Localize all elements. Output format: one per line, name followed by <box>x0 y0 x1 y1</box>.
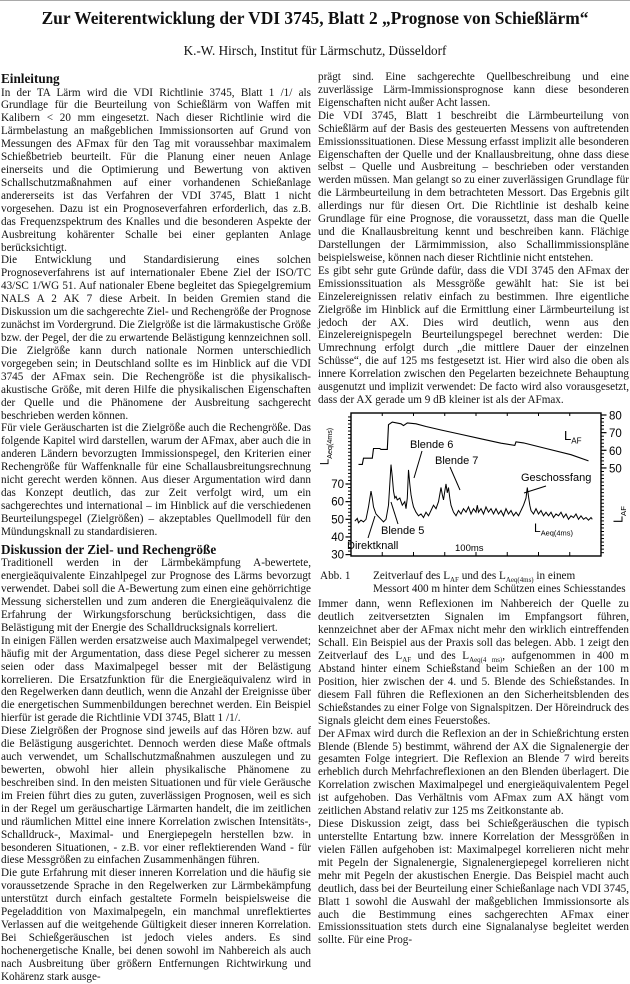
paragraph: In der TA Lärm wird die VDI Richtlinie 3745, Blatt 1 /1/ als Grundlage für die Beurteilung von Schießlärm von Waffen mit Kalibern < 20 mm eingesetzt. Nach dieser Richtlinie wird die Lärmbelastung an maßgeblichen Immissionsorten auf Grund von Messungen des AFmax für den Tag mit voraussehbar maximalem Schießbetrieb beurteilt. Für die Planung einer neuen Anlage einerseits und die Optimierung und Bewertung von aktiven Schallschutzmaßnahmen auf einer vorhandenen Schießanlage andererseits ist das Verfahren der VDI 3745, Blatt 1 nicht vorgesehen. Dazu ist ein Prognoseverfahren erforderlich, das z.B. das Frequenzspektrum des Knalles und die besonderen Aspekte der Ausbreitung kohärenter Schalle bei einer geplanten Anlage berücksichtigt. <box>1 86 311 254</box>
author-line: K.-W. Hirsch, Institut für Lärmschutz, Düsseldorf <box>183 43 447 58</box>
annotation-leader <box>391 502 398 524</box>
right-tick-label: 80 <box>609 410 622 423</box>
annotation-blende7: Blende 7 <box>435 454 479 467</box>
paragraph: prägt sind. Eine sachgerechte Quellbeschreibung und eine zuverlässige Lärm-Immissionsprognose kann diese besonderen Eigenschaften nicht außer Acht lassen. <box>318 71 629 109</box>
annotation-blende6: Blende 6 <box>410 438 454 451</box>
paragraph: Traditionell werden in der Lärmbekämpfung A-bewertete, energieäquivalente Einzahlpegel zur Prognose des Lärms bevorzugt verwendet. Dabei soll die A-Bewertung zum einen eine gehörrichtige Messung sicherstellen und zum anderen die Energieäquivalenz die Erfahrung der Wirkungsforschung berücksichtigen, dass die Belästigung mit der Energie des Schalldrucksignals korreliert. <box>1 557 311 634</box>
left-tick-label: 30 <box>331 549 344 562</box>
figure-caption-text: Zeitverlauf des $L_{AF}$ und des $L_{Aeq(4ms)}$ in einem Messort 400 m hinter dem Schützen eines Schiesstandes <box>373 569 626 596</box>
figure-caption-label: Abb. 1 <box>320 569 351 582</box>
left-tick-label: 60 <box>331 496 344 509</box>
paragraph: Es gibt sehr gute Gründe dafür, dass die VDI 3745 den AFmax der Emissionssituation als Messgröße gewählt hat: Sie ist bei Einzelereignissen relativ einfach zu bestimmen. Ihre eigentliche Zielgröße im Hinblick auf die Ermittlung einer Lärmbeurteilung ist jedoch der AX. Dies wird deutlich, wenn aus den Einzelereignispegeln Beurteilungspegel berechnet werden: Die Umrechnung erfolgt durch „die mittlere Dauer der einzelnen Schüsse“, die auf 125 ms festgesetzt ist. Hier wird also die oben als innere Korrelation zwischen den Pegelarten bezeichnete Behauptung ausgenutzt und implizit verwendet: De facto wird also vorausgesetzt, dass der AX gerade um 9 dB kleiner ist als der AFmax. <box>318 264 629 407</box>
left-tick-label: 40 <box>331 531 344 544</box>
right-column <box>318 71 629 984</box>
right-tick-label: 60 <box>609 445 622 458</box>
annotation-leader <box>368 516 375 538</box>
paragraph: Die gute Erfahrung mit dieser inneren Korrelation und die häufig sie voraussetzende Sprache in den Regelwerken zur Lärmbekämpfung unterstützt durch einfach gestaltete Formeln beispielsweise die Pegeladdition von Maximalpegeln, ein manchmal unreflektiertes Verlassen auf die weitgehende Gültigkeit dieser inneren Korrelation. Bei Schießgeräuschen ist jedoch vieles anders. Es sind hochenergetische Knalle, bei denen sowohl im Nahbereich als auch nach Ausbreitung über größern Entfernungen Richtwirkung und Kohärenz stark ausge- <box>1 867 311 983</box>
left-axis-title: $L_{Aeq(4ms)}$ <box>319 427 334 466</box>
paragraph: In einigen Fällen werden ersatzweise auch Maximalpegel verwendet; häufig mit der Argumentation, dass diese Pegel sicherer zu messen seien oder dass Maximalpegel besser mit der Belästigung korrelieren. Die Ersatzfunktion für die Energieäquivalenz wird in den Regelwerken dann deutlich, wenn die Anzahl der Ereignisse über die energetischen Summenbildungen berechnet werden. Ein Beispiel hierfür ist gerade die Richtlinie VDI 3745, Blatt 1 /1/. <box>1 634 311 725</box>
annotation-geschossfang: Geschossfang <box>521 471 592 484</box>
left-tick-label: 70 <box>331 478 344 491</box>
paragraph: Immer dann, wenn Reflexionen im Nahbereich der Quelle zu deutlich zeitversetzten Signalen im Empfangsort führen, kennzeichnet aber der AFmax nicht mehr den wirklich eintreffenden Schall. Ein Beispiel aus der Praxis soll das belegen. Abb. 1 zeigt den Zeitverlauf des $L_{AF}$ und des $L_{Aeq(4 ms)}$, aufgenommen in 400 m Abstand hinter einem Schießstand beim Schießen an der 100 m Position, hier zwischen der 4. und 5. Blende des Schießstandes. In diesem Fall führen die Reflexionen an den Sicherheitsblenden des Schießstandes zu einer Folge von Signalspitzen. Der Höreindruck des Signals gleicht dem eines Feuerstoßes. <box>318 598 629 727</box>
paragraph: Der AFmax wird durch die Reflexion an der in Schießrichtung ersten Blende (Blende 5) bestimmt, während der AX die Signalenergie der gesamten Folge integriert. Die Reflexion an Blende 7 wird bereits erheblich durch Mehrfachreflexionen an den Blenden überlagert. Die Korrelation zwischen Maximalpegel und energieäquivalentem Pegel ist aufgehoben. Das Verhältnis vom AFmax zum AX hängt vom zeitlichen Abstand relativ zur 125 ms Zeitkonstante ab. <box>318 727 629 818</box>
right-tick-label: 50 <box>609 463 622 476</box>
right-axis-title: $L_{AF}$ <box>611 506 629 523</box>
annotation-blende5: Blende 5 <box>381 524 425 537</box>
laf-curve-label: $L_{AF}$ <box>564 427 582 446</box>
section-heading-diskussion: Diskussion der Ziel- und Rechengröße <box>1 541 217 557</box>
two-column-body <box>0 71 630 984</box>
figure-abb1 <box>318 410 630 567</box>
annotation-leader <box>414 451 422 478</box>
laeq-curve-label: $L_{Aeq(4ms)}$ <box>534 520 573 538</box>
paragraph: Für viele Geräuscharten ist die Zielgröße auch die Rechengröße. Das folgende Kapitel wird darstellen, warum der AFmax, aber auch die in anderen Ländern bevorzugten Immissionspegel, den Kriterien einer Rechengröße für Waffenknalle für eine Schallausbreitungsrechnung nicht gerecht werden können. Aus dieser Argumentation wird dann das Konzept deutlich, das zur Zeit verfolgt wird, um ein sachgerechtes und international – im Hinblick auf die verschiedenen Beurteilungspegel (Zielgrößen) – akzeptables Quellmodell für den Mündungsknall zu standardisieren. <box>1 422 311 538</box>
paragraph: Die Entwicklung und Standardisierung eines solchen Prognoseverfahrens ist auf internationaler Ebene Ziel der ISO/TC 43/SC 1/WG 51. Auf nationaler Ebene begleitet das Spiegelgremium NALS A 2 AK 7 diese Arbeit. In beiden Gremien stand die Diskussion um die sachgerechte Ziel- und Rechengröße der Prognose zunächst im Vordergrund. Die Zielgröße ist die lärmakustische Größe bzw. der Pegel, der die zu erwartende Belästigung kennzeichnen soll. Die Zielgröße kann durch nationale Normen unterschiedlich vorgegeben sein; in Deutschland sollte es im Hinblick auf die VDI 3745 der AFmax sein. Die Rechengröße ist die physikalisch-akustische Größe, mit deren Hilfe die physikalischen Eigenschaften der Quelle und die Phänomene der Ausbreitung sachgerecht beschrieben werden können. <box>1 254 311 422</box>
page-title: Zur Weiterentwicklung der VDI 3745, Blatt 2 „Prognose von Schießlärm“ <box>41 8 589 28</box>
timescale-label: 100ms <box>455 542 484 554</box>
left-tick-label: 50 <box>331 514 344 527</box>
left-column <box>1 71 311 984</box>
paragraph: Diese Diskussion zeigt, dass bei Schießgeräuschen die typisch unterstellte Entartung bzw. innere Korrelation der Messgrößen in vielen Fällen aufgehoben ist: Maximalpegel korrelieren nicht mehr mit Pegeln der Signalenergie, Signalenergiepegel korrelieren nicht mehr mit Pegeln der akustischen Energie. Das Beispiel macht auch deutlich, dass bei der Beurteilung einer Schießanlage nach VDI 3745, Blatt 1 sowohl die Auswahl der maßgeblichen Immissionsorte als auch die Bestimmung eines sachgerechten AFmax einer Emissionssituation stets durch eine Signalanalyse begleitet werden sollte. Für eine Prog- <box>318 818 629 947</box>
annotation-leader <box>450 467 460 490</box>
paragraph: Die VDI 3745, Blatt 1 beschreibt die Lärmbeurteilung von Schießlärm auf der Basis des gesteuerten Messens von auftretenden Emissionssituationen. Diese Messung erfasst implizit alle besonderen Eigenschaften der Quelle und der Knallausbreitung, ohne dass diese selbst – Quelle und Ausbreitung – beschrieben oder verstanden werden müssen. Man gelangt so zu einer zuverlässigen Grundlage für die Lärmbeurteilung in dem betrachteten Messort. Das Ergebnis gilt allerdings nur für diesen Ort. Die Richtlinie ist deshalb keine Grundlage für eine Prognose, die voraussetzt, dass man die Quelle und die Knallausbreitung kennt und beschreiben kann. Flächige Darstellungen der Lärmimmission, also Schallimmissionspläne beispielsweise, können nach dieser Richtlinie nicht entstehen. <box>318 109 629 264</box>
paragraph: Diese Zielgrößen der Prognose sind jeweils auf das Hören bzw. auf die Belästigung ausgerichtet. Dennoch werden diese Maße oftmals auch verwendet, um Schallschutzmaßnahmen auszulegen und zu bewerten, obwohl hier allein physikalische Phänomene zu beschreiben sind. In den meisten Situationen und für viele Geräusche im Freien führt dies zu guten, zuverlässigen Prognosen, weil es sich in der Regel um geräuschartige Lärmarten handelt, die im zeitlichen und räumlichen Mittel eine innere Korrelation zwischen Intensitäts-, Schalldruck-, Maximal- und Energiepegeln herstellen bzw. in besonderen Situationen, - z.B. vor einer reflektierenden Wand - für diese Messgrößen zu einfachen Zusammenhängen führen. <box>1 725 311 867</box>
figure-caption <box>320 570 629 596</box>
annotation-direktknall: Direktknall <box>347 539 399 552</box>
right-tick-label: 70 <box>609 428 622 441</box>
section-heading-einleitung: Einleitung <box>1 71 60 86</box>
